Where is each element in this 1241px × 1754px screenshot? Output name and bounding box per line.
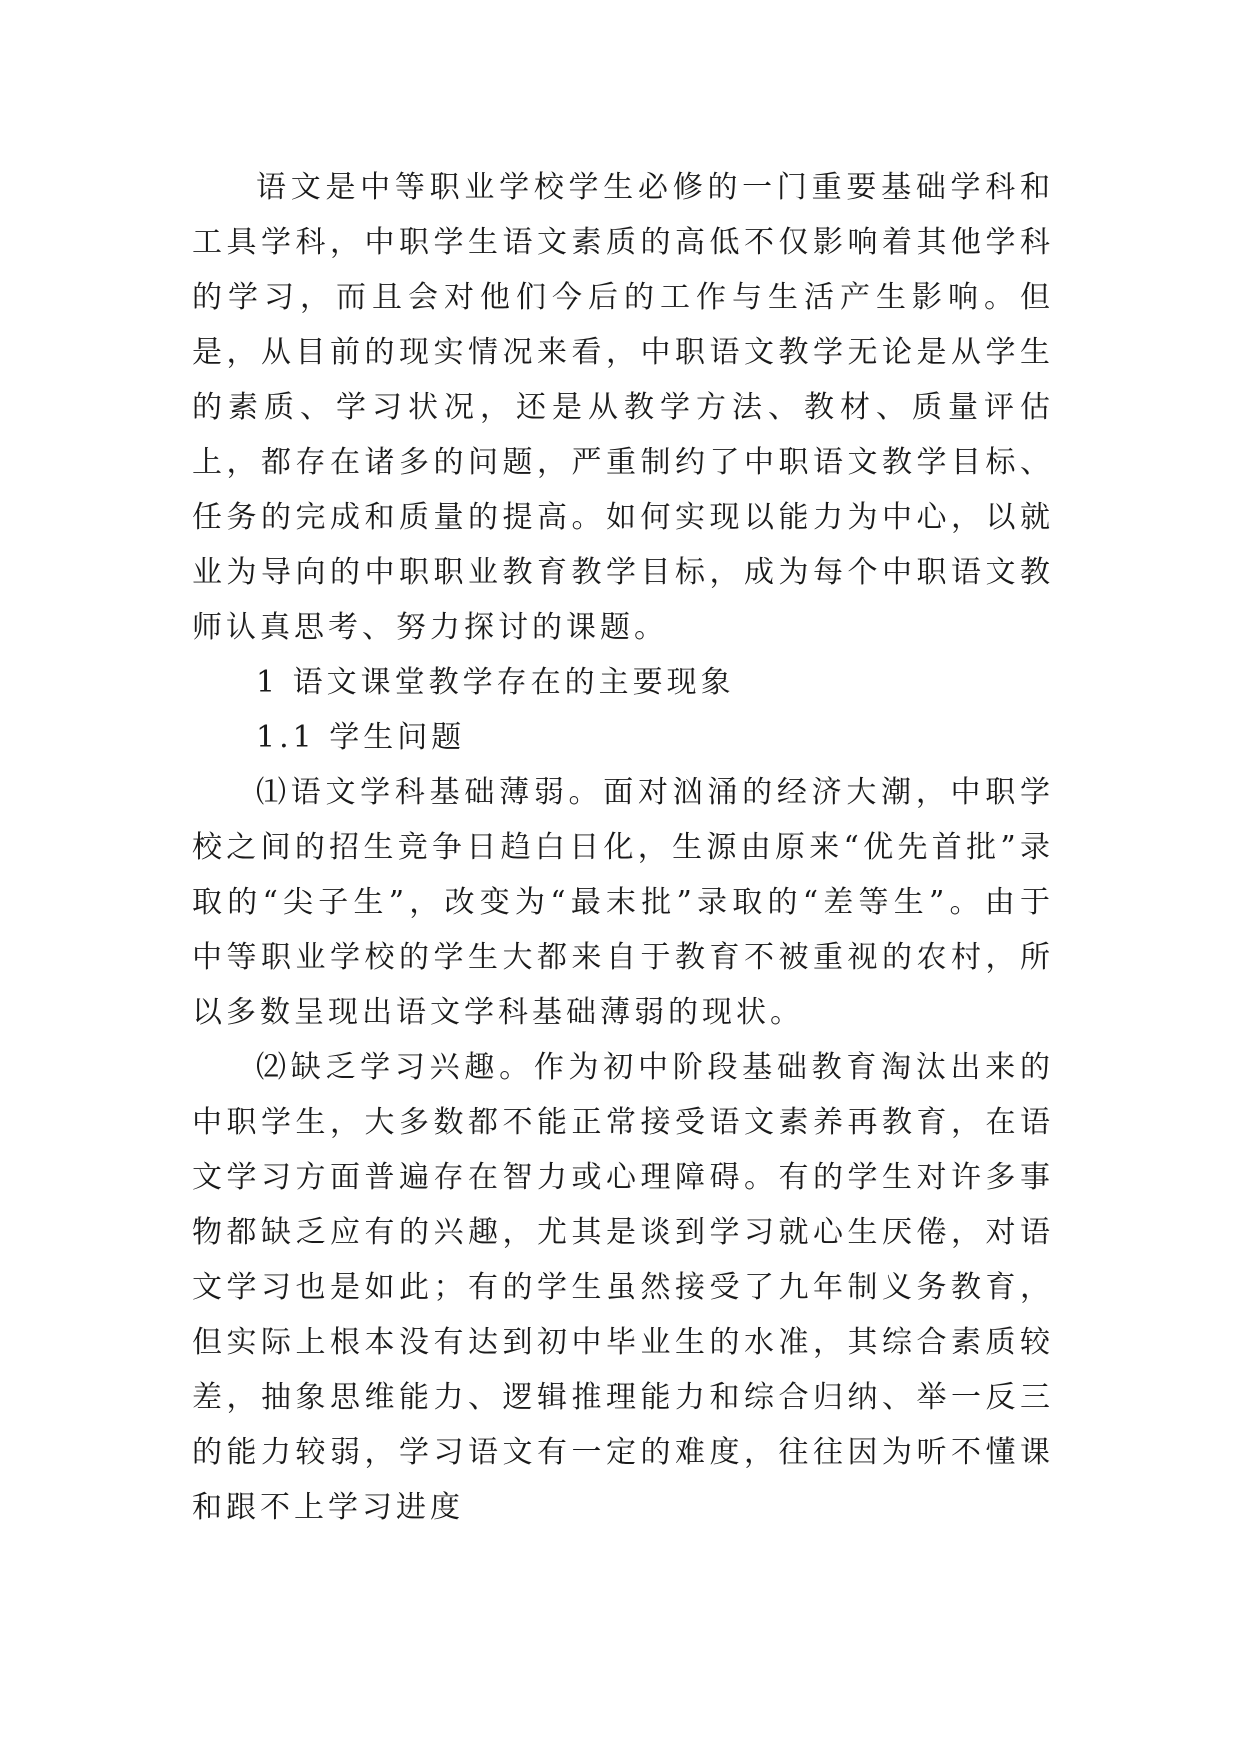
point-1-paragraph: ⑴语文学科基础薄弱。面对汹涌的经济大潮，中职学校之间的招生竞争日趋白日化，生源由原来“优先首批”录取的“尖子生”，改变为“最末批”录取的“差等生”。由于中等职业学校的学生大都来自于教育不被重视的农村，所以多数呈现出语文学科基础薄弱的现状。	[192, 775, 1054, 1030]
section-heading: 1 语文课堂教学存在的主要现象	[256, 665, 735, 700]
point-2-paragraph: ⑵缺乏学习兴趣。作为初中阶段基础教育淘汰出来的中职学生，大多数都不能正常接受语文素养再教育，在语文学习方面普遍存在智力或心理障碍。有的学生对许多事物都缺乏应有的兴趣，尤其是谈到学习就心生厌倦，对语文学习也是如此；有的学生虽然接受了九年制义务教育，但实际上根本没有达到初中毕业生的水准，其综合素质较差，抽象思维能力、逻辑推理能力和综合归纳、举一反三的能力较弱，学习语文有一定的难度，往往因为听不懂课和跟不上学习进度	[192, 1050, 1054, 1525]
subsection-heading: 1.1 学生问题	[256, 720, 466, 755]
intro-paragraph: 语文是中等职业学校学生必修的一门重要基础学科和工具学科，中职学生语文素质的高低不仅影响着其他学科的学习，而且会对他们今后的工作与生活产生影响。但是，从目前的现实情况来看，中职语文教学无论是从学生的素质、学习状况，还是从教学方法、教材、质量评估上，都存在诸多的问题，严重制约了中职语文教学目标、任务的完成和质量的提高。如何实现以能力为中心，以就业为导向的中职职业教育教学目标，成为每个中职语文教师认真思考、努力探讨的课题。	[192, 170, 1054, 645]
document-body	[192, 160, 1054, 1535]
